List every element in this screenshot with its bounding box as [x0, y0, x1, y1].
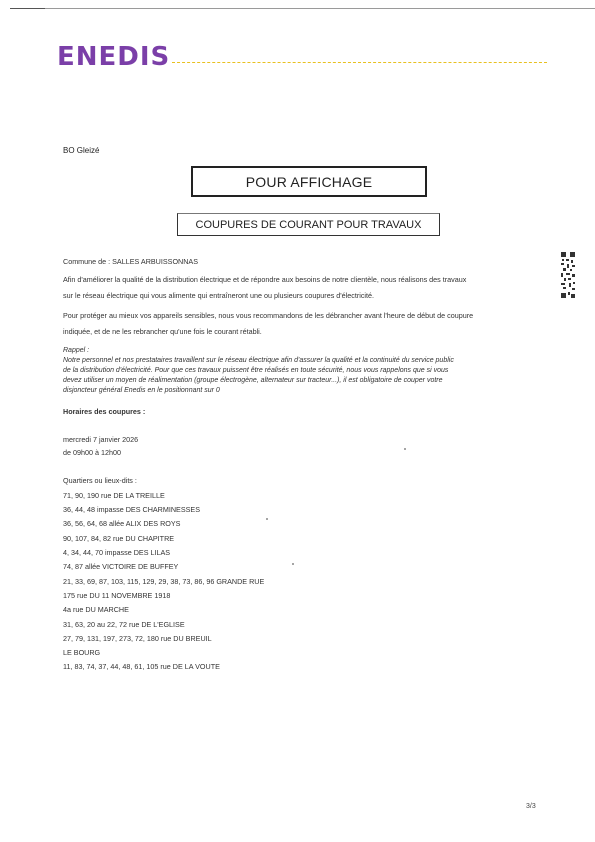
paragraph-2-line-1: Pour protéger au mieux vos appareils sensibles, nous vous recommandons de les débrancher avant l'heure de début de coupure — [63, 311, 474, 320]
address-line: 74, 87 allée VICTOIRE DE BUFFEY — [63, 562, 179, 571]
quartiers-label: Quartiers ou lieux-dits : — [63, 476, 137, 485]
address-line: 90, 107, 84, 82 rue DU CHAPITRE — [63, 534, 175, 543]
paragraph-2-line-2: indiquée, et de ne les rebrancher qu'une fois le courant rétabli. — [63, 327, 262, 336]
address-line: 11, 83, 74, 37, 44, 48, 61, 105 rue DE LA VOUTE — [63, 662, 220, 671]
address-line: 27, 79, 131, 197, 273, 72, 180 rue DU BREUIL — [63, 634, 212, 643]
qr-code-icon — [561, 252, 575, 298]
address-line: LE BOURG — [63, 648, 101, 657]
coupure-time: de 09h00 à 12h00 — [63, 448, 121, 457]
scan-speck — [404, 448, 406, 450]
rappel-line-3: devez utiliser un moyen de réalimentation (groupe électrogène, alternateur sur tracteur...), il est obligatoire de couper votre — [63, 377, 443, 384]
scan-speck — [266, 518, 268, 520]
subtitle-box — [177, 213, 440, 236]
paragraph-1-line-2: sur le réseau électrique qui vous alimente qui entraîneront une ou plusieurs coupures d'électricité. — [63, 291, 375, 300]
sender-label: BO Gleizé — [63, 146, 100, 155]
scan-border-line — [15, 8, 595, 9]
enedis-logo-mark — [57, 43, 169, 69]
scan-speck — [292, 563, 294, 565]
address-line: 21, 33, 69, 87, 103, 115, 129, 29, 38, 73, 86, 96 GRANDE RUE — [63, 577, 265, 586]
address-line: 36, 44, 48 impasse DES CHARMINESSES — [63, 505, 201, 514]
rappel-block — [63, 346, 533, 396]
address-line: 175 rue DU 11 NOVEMBRE 1918 — [63, 591, 171, 600]
title-box — [191, 166, 427, 197]
address-line: 36, 56, 64, 68 allée ALIX DES ROYS — [63, 519, 181, 528]
address-line: 4a rue DU MARCHE — [63, 605, 129, 614]
rappel-line-4: disjoncteur général Enedis en le positionnant sur 0 — [63, 387, 220, 394]
paragraph-1-line-1: Afin d'améliorer la qualité de la distribution électrique et de répondre aux besoins de notre clientèle, nous réalisons des travaux — [63, 275, 467, 284]
header-dashed-line — [172, 62, 547, 63]
title-text: POUR AFFICHAGE — [245, 173, 373, 190]
rappel-line-1: Notre personnel et nos prestataires travaillent sur le réseau électrique afin d'assurer la qualité et la continuité du service public — [63, 357, 454, 364]
enedis-logo — [57, 43, 169, 76]
horaires-label: Horaires des coupures : — [63, 407, 146, 416]
rappel-label: Rappel : — [63, 347, 90, 354]
svg-text:ENEDIS: ENEDIS — [57, 43, 169, 69]
rappel-line-2: de la distribution d'électricité. Pour que ces travaux puissent être réalisés en toute sécurité, nous vous rappelons que si vous — [63, 367, 449, 374]
address-line: 71, 90, 190 rue DE LA TREILLE — [63, 491, 165, 500]
page-number: 3/3 — [526, 803, 536, 810]
coupure-date: mercredi 7 janvier 2026 — [63, 435, 139, 444]
commune-line: Commune de : SALLES ARBUISSONNAS — [63, 257, 199, 266]
scan-mark — [10, 8, 45, 9]
address-line: 31, 63, 20 au 22, 72 rue DE L'EGLISE — [63, 620, 185, 629]
address-line: 4, 34, 44, 70 impasse DES LILAS — [63, 548, 171, 557]
subtitle-text: COUPURES DE COURANT POUR TRAVAUX — [195, 218, 422, 231]
